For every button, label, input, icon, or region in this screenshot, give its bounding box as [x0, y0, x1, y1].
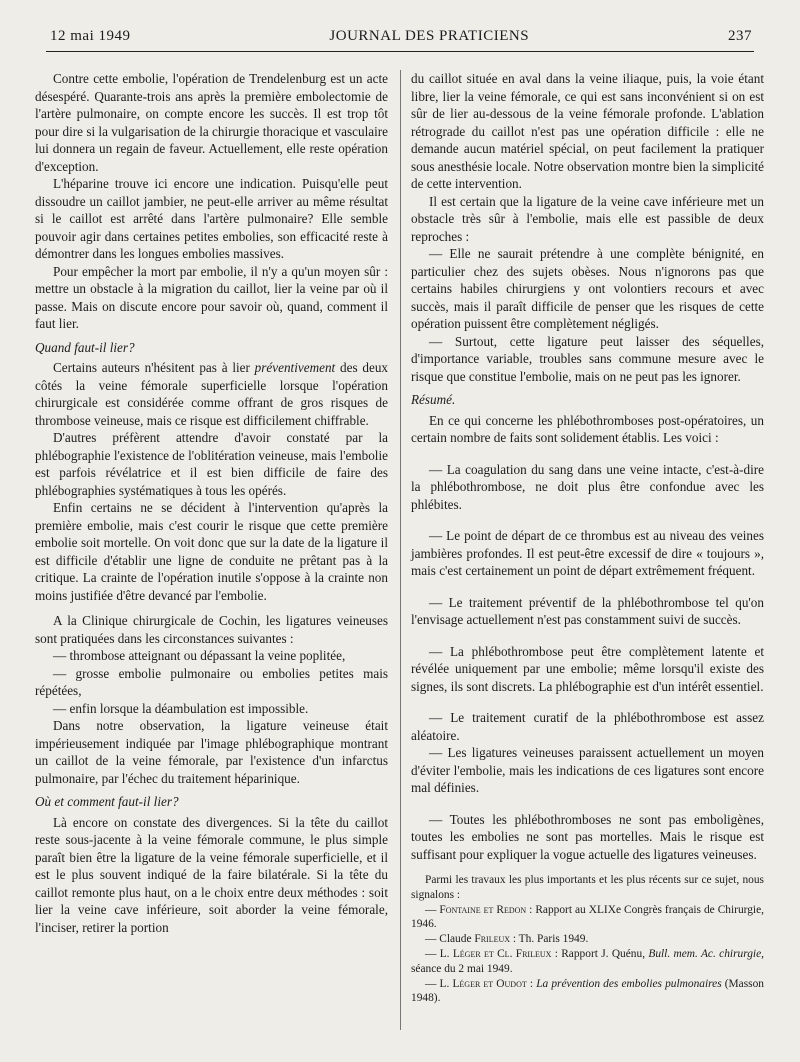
list-item: — La phlébothrombose peut être complètement latente et révélée uniquement par une embolie; même lorsqu'il existe des signes, ils sont discrets. La phlébographie est d'un intérêt essentiel. — [411, 643, 764, 694]
list-item: — Le traitement curatif de la phlébothrombose est assez aléatoire. — [411, 710, 764, 743]
paragraph — [35, 359, 388, 429]
list-item: — Le point de départ de ce thrombus est au niveau des veines jambières profondes. Il est peut-être excessif de dire « toujours », mais c'est certainement un point de départ extrêmement fréquent. — [411, 528, 764, 578]
paragraph: Là encore on constate des divergences. Si la tête du caillot reste sous-jacente à la veine fémorale commune, le plus simple paraît bien être la ligature de la veine fémorale superficielle, et il est le plus souvent indiqué de la faire bilatérale. Si la tête du caillot remonte plus haut, on a le choix entre deux méthodes : soit lier la veine cave inférieure, soit aborder la veine fémorale, l'inciser, retirer la portion — [35, 814, 388, 935]
section-heading: Résumé. — [411, 392, 456, 407]
paragraph: Contre cette embolie, l'opération de Trendelenburg est un acte désespéré. Quarante-trois ans après la première embolectomie de l'artère pulmonaire, on compte encore les succès. Il est trop tôt pour dire si la vulgarisation de la chirurgie thoracique et vasculaire lui donnera un regain de faveur. Actuellement, elle reste opération d'exception. — [35, 71, 388, 174]
list-item: — thrombose atteignant ou dépassant la veine poplitée, — [53, 648, 346, 663]
ref-text: : — [526, 977, 537, 990]
paragraph: Pour empêcher la mort par embolie, il n'y a qu'un moyen sûr : mettre un obstacle à la migration du caillot, lier la veine par où il passe. Mais on discute encore pour savoir où, quand, comment il faut lier. — [35, 263, 388, 331]
ref-text: — Claude — [425, 933, 475, 946]
ref-authors: — L. Léger et Cl. Frileux — [425, 947, 552, 960]
list-item: — Surtout, cette ligature peut laisser des séquelles, d'importance variable, troubles sans commune mesure avec le risque que constitue l'embolie, mais on ne peut pas les ignorer. — [411, 333, 764, 384]
paragraph: du caillot située en aval dans la veine iliaque, puis, la voie étant libre, lier la veine fémorale, ce qui est sans inconvénient si on est sûr de lier au-dessous de la veine fémorale profonde. L'ablation rétrograde du caillot n'est pas une opération difficile : elle ne demande aucun matériel spécial, on peut facilement la pratiquer sous anesthésie locale. Notre observation montre bien la simplicité de cette intervention. — [411, 71, 764, 191]
header-rule — [46, 51, 754, 52]
issue-date: 12 mai 1949 — [50, 28, 131, 44]
paragraph: Il est certain que la ligature de la veine cave inférieure met un obstacle très sûr à l'embolie, mais elle est passible de deux reproches : — [411, 193, 764, 244]
page-number: 237 — [727, 28, 752, 44]
reference-item — [411, 977, 764, 1007]
ref-text: séance du 2 mai 1949. — [411, 962, 513, 975]
paragraph: Dans notre observation, la ligature veineuse était impérieusement indiquée par l'image phlébographique montrant un caillot de la veine fémorale, par l'existence d'un infarctus pulmonaire, par l'échec du traitement héparinique. — [35, 718, 388, 786]
section-heading: Où et comment faut-il lier? — [35, 794, 179, 809]
list-item: — enfin lorsque la déambulation est impossible. — [53, 700, 309, 716]
reference-item — [411, 932, 764, 947]
list-item: — Elle ne saurait prétendre à une complète bénignité, en particulier chez des sujets obèses. Nous n'ignorons pas que certains habiles chirurgiens y ont volontiers recours et avec succès, mais il paraît difficile de penser que les risques de cette opération puissent être complètement négligés. — [411, 246, 764, 331]
list-item: — La coagulation du sang dans une veine intacte, c'est-à-dire la phlébothrombose, ne doit plus être confondue avec les phlébites. — [411, 461, 764, 512]
list-item: — grosse embolie pulmonaire ou embolies petites mais répétées, — [35, 665, 388, 698]
ref-text: (Masson 1948). — [411, 977, 764, 1005]
text-run: Certains auteurs n'hésitent pas à lier — [53, 360, 250, 375]
paragraph: Enfin certains ne se décident à l'intervention qu'après la première embolie, mais c'est courir le risque que cette première embolie soit mortelle. On voit donc que sur la date de la ligature il est difficile d'établir une ligne de conduite ne prêtant pas à la critique. La crainte de l'opération inutile s'oppose à la crainte non moins justifiée d'être devancé par l'embolie. — [35, 500, 388, 603]
ref-text: : Th. Paris 1949. — [510, 933, 589, 946]
text-run: des deux côtés la veine fémorale superficielle lorsque l'opération chirurgicale est considérée comme offrant de gros risques de thrombose veineuse, mais ce risque est difficilement chiffrable. — [35, 360, 389, 428]
ref-authors: — Fontaine et Redon — [425, 903, 527, 916]
paragraph: En ce qui concerne les phlébothromboses post-opératoires, un certain nombre de faits sont solidement établis. Les voici : — [411, 412, 764, 445]
list-item: — Les ligatures veineuses paraissent actuellement un moyen d'éviter l'embolie, mais les indications de ces ligatures sont encore mal définies. — [411, 745, 764, 795]
ref-title: La prévention des embolies pulmonaires — [536, 977, 722, 990]
ref-text: : Rapport J. Quénu, — [551, 947, 649, 960]
reference-item — [411, 947, 764, 977]
page-header — [50, 28, 752, 50]
reference-item — [411, 903, 764, 933]
section-heading: Quand faut-il lier? — [35, 339, 135, 355]
left-column — [35, 70, 388, 936]
ref-journal: Bull. mem. Ac. chirurgie, — [648, 947, 764, 960]
ref-authors: Frileux — [474, 933, 511, 946]
journal-title: JOURNAL DES PRATICIENS — [329, 28, 530, 44]
list-item: — Toutes les phlébothromboses ne sont pas emboligènes, toutes les embolies ne sont pas mortelles. Mais le risque est suffisant pour expliquer la vogue actuelle des ligatures veineuses. — [411, 811, 764, 862]
right-column — [411, 70, 764, 1006]
references-intro: Parmi les travaux les plus importants et les plus récents sur ce sujet, nous signalons : — [411, 874, 764, 901]
column-divider — [400, 70, 401, 1030]
references — [411, 873, 764, 1006]
ref-text: : Rapport au XLIXe Congrès français de Chirurgie, 1946. — [411, 903, 765, 931]
list-item: — Le traitement préventif de la phlébothrombose tel qu'on l'envisage actuellement n'est pas constamment suivi de succès. — [411, 594, 764, 627]
ref-authors: — L. Léger et Oudot — [425, 977, 527, 990]
emphasis: préventivement — [254, 360, 336, 375]
paragraph: A la Clinique chirurgicale de Cochin, les ligatures veineuses sont pratiquées dans les circonstances suivantes : — [35, 613, 388, 646]
paragraph: L'héparine trouve ici encore une indication. Puisqu'elle peut dissoudre un caillot jambier, ne peut-elle arriver au même résultat si le caillot est arrêté dans l'artère pulmonaire? Elle semble pouvoir agir dans certaines petites embolies, son efficacité reste à démontrer dans les longues embolies massives. — [35, 176, 388, 261]
paragraph: D'autres préfèrent attendre d'avoir constaté par la phlébographie l'existence de l'oblitération veineuse, mais l'embolie est parfois révélatrice et il est bien difficile de faire des phlébographies systématiques à tous les opérés. — [35, 430, 388, 498]
